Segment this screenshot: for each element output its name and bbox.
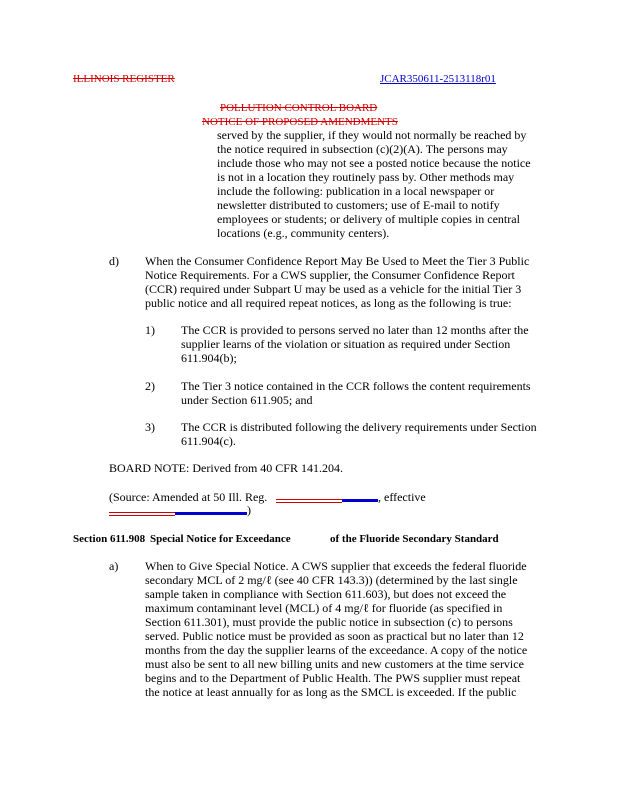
text-line: employees or students; or delivery of multiple copies in central (217, 212, 520, 226)
text-line: begins and to the Department of Public Health. The PWS supplier must repeat (145, 671, 521, 685)
text-line: include the following: publication in a local newspaper or (217, 184, 495, 198)
source-red-rule-2 (276, 502, 342, 503)
text-line: months from the day the supplier learns of the exceedance. A copy of the notice (145, 643, 528, 657)
text-line: When the Consumer Confidence Report May Be Used to Meet the Tier 3 Public (145, 254, 530, 268)
section-title-b: of the Fluoride Secondary Standard (330, 533, 499, 545)
text-line: Section 611.301), must provide the public notice in subsection (c) to persons (145, 615, 513, 629)
carryover-paragraph (217, 128, 587, 240)
source-red-rule (276, 499, 342, 500)
text-line: public notice and all required repeat notices, as long as the following is true: (145, 296, 512, 310)
text-line: maximum contaminant level (MCL) of 4 mg/ℓ for fluoride (as specified in (145, 601, 503, 615)
text-line: served. Public notice must be provided as soon as practical but no later than 12 (145, 629, 524, 643)
paragraph-d (145, 254, 585, 310)
register-header: ILLINOIS REGISTER (73, 73, 175, 85)
item-1-marker: 1) (145, 323, 155, 337)
text-line: 611.904(b); (181, 351, 237, 365)
item-2-marker: 2) (145, 379, 155, 393)
text-line: include those who may not see a posted notice because the notice (217, 156, 531, 170)
text-line: 611.904(c). (181, 434, 236, 448)
text-line: Notice Requirements. For a CWS supplier, the Consumer Confidence Report (145, 268, 515, 282)
text-line: the notice at least annually for as long as the SMCL is exceeded. If the public (145, 685, 517, 699)
item-2 (181, 379, 581, 407)
source-prefix: (Source: Amended at 50 Ill. Reg. (109, 490, 268, 504)
text-line: is not in a location they routinely pass by. Other methods may (217, 170, 515, 184)
notice-title: NOTICE OF PROPOSED AMENDMENTS (202, 116, 398, 128)
text-line: under Section 611.905; and (181, 393, 313, 407)
text-line: When to Give Special Notice. A CWS supplier that exceeds the federal fluoride (145, 559, 527, 573)
text-line: supplier learns of the violation or situation as required under Section (181, 337, 511, 351)
board-note: BOARD NOTE: Derived from 40 CFR 141.204. (109, 461, 343, 475)
text-line: served by the supplier, if they would not normally be reached by (217, 128, 527, 142)
effective-red-rule-2 (109, 515, 175, 516)
section-title-a: Special Notice for Exceedance (150, 533, 291, 545)
item-1 (181, 323, 581, 365)
text-line: (CCR) required under Subpart U may be used as a vehicle for the initial Tier 3 (145, 282, 522, 296)
item-3 (181, 420, 581, 448)
paragraph-d-marker: d) (109, 254, 119, 268)
paragraph-a-marker: a) (109, 559, 119, 573)
text-line: secondary MCL of 2 mg/ℓ (see 40 CFR 143.3)) (determined by the last single (145, 573, 518, 587)
board-title: POLLUTION CONTROL BOARD (220, 102, 378, 114)
text-line: the notice required in subsection (c)(2)(A). The persons may (217, 142, 508, 156)
text-line: The Tier 3 notice contained in the CCR follows the content requirements (181, 379, 531, 393)
paragraph-a (145, 559, 590, 699)
text-line: newsletter distributed to customers; use of E-mail to notify (217, 198, 500, 212)
jcar-code: JCAR350611-2513118r01 (380, 73, 496, 85)
source-suffix: , effective (378, 490, 426, 504)
text-line: The CCR is provided to persons served no later than 12 months after the (181, 323, 529, 337)
text-line: sample taken in compliance with Section 611.603), but does not exceed the (145, 587, 507, 601)
effective-red-rule (109, 512, 175, 513)
text-line: The CCR is distributed following the delivery requirements under Section (181, 420, 537, 434)
section-number: Section 611.908 (73, 533, 146, 545)
effective-blue-rule (175, 512, 247, 515)
text-line: locations (e.g., community centers). (217, 226, 390, 240)
source-blue-rule (342, 499, 378, 502)
source-close: ) (247, 503, 251, 517)
text-line: must also be sent to all new billing units and new customers at the time service (145, 657, 524, 671)
item-3-marker: 3) (145, 420, 155, 434)
